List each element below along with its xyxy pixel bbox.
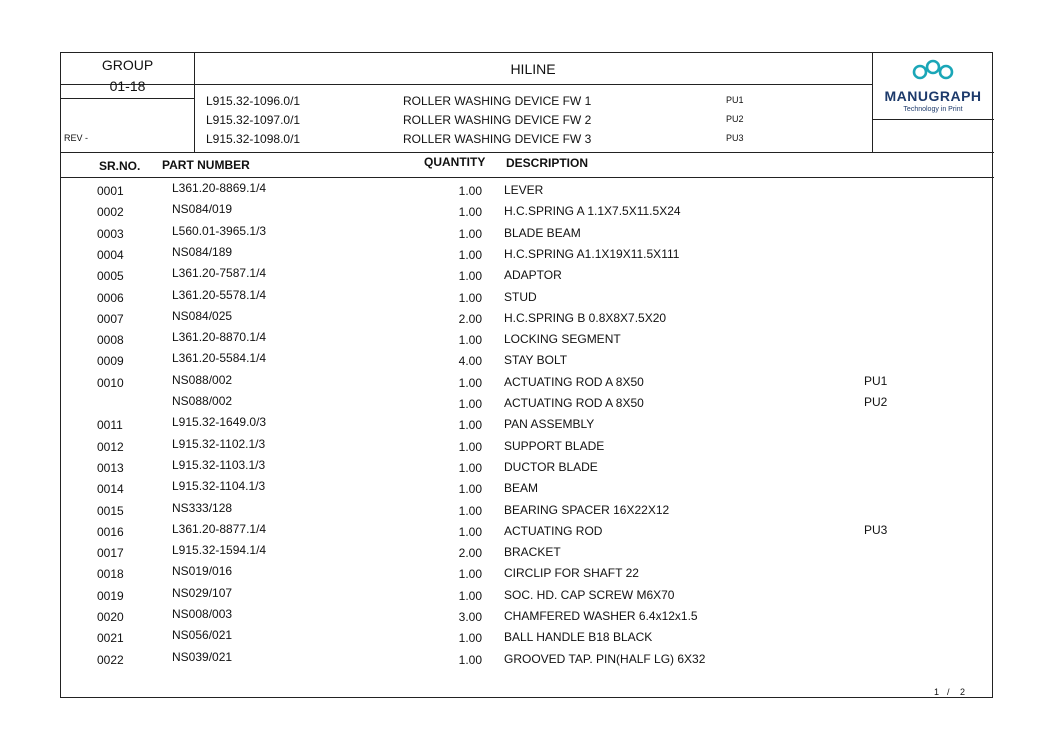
cell-part-number: NS084/189 — [172, 245, 233, 259]
cell-unit: PU3 — [864, 523, 888, 537]
table-row — [61, 607, 994, 627]
cell-description: GROOVED TAP. PIN(HALF LG) 6X32 — [504, 652, 706, 666]
cell-part-number: NS084/025 — [172, 309, 233, 323]
cell-quantity: 1.00 — [458, 248, 482, 262]
cell-quantity: 1.00 — [458, 653, 482, 667]
table-row — [61, 586, 994, 606]
cell-sr-no: 0007 — [97, 312, 124, 326]
cell-sr-no: 0020 — [97, 610, 124, 624]
cell-part-number: NS029/107 — [172, 586, 233, 600]
cell-sr-no: 0006 — [97, 291, 124, 305]
table-row — [61, 330, 994, 350]
cell-description: LOCKING SEGMENT — [504, 332, 621, 346]
cell-description: ACTUATING ROD A 8X50 — [504, 375, 644, 389]
cell-part-number: L361.20-8869.1/4 — [172, 181, 267, 195]
table-row — [61, 415, 994, 435]
cell-description: SUPPORT BLADE — [504, 439, 605, 453]
cell-description: BLADE BEAM — [504, 226, 581, 240]
table-row — [61, 373, 994, 393]
table-row — [61, 394, 994, 414]
col-header-part-number: PART NUMBER — [162, 158, 250, 172]
cell-part-number: NS019/016 — [172, 564, 233, 578]
cell-sr-no: 0008 — [97, 333, 124, 347]
cell-description: H.C.SPRING B 0.8X8X7.5X20 — [504, 311, 667, 325]
logo-tagline: Technology in Print — [903, 106, 963, 113]
table-row — [61, 479, 994, 499]
assembly-description: ROLLER WASHING DEVICE FW 3 — [403, 132, 592, 146]
table-row — [61, 628, 994, 648]
cell-quantity: 1.00 — [458, 291, 482, 305]
assembly-part-number: L915.32-1097.0/1 — [206, 113, 301, 127]
cell-description: BEAM — [504, 481, 539, 495]
cell-quantity: 1.00 — [458, 440, 482, 454]
table-row — [61, 351, 994, 371]
cell-part-number: NS084/019 — [172, 202, 233, 216]
cell-quantity: 4.00 — [458, 354, 482, 368]
cell-sr-no: 0014 — [97, 482, 124, 496]
manugraph-logo — [872, 55, 994, 119]
assembly-part-number: L915.32-1096.0/1 — [206, 94, 301, 108]
cell-quantity: 1.00 — [458, 525, 482, 539]
table-row — [61, 543, 994, 563]
cell-description: SOC. HD. CAP SCREW M6X70 — [504, 588, 675, 602]
cell-part-number: L915.32-1104.1/3 — [172, 479, 266, 493]
cell-quantity: 3.00 — [458, 610, 482, 624]
cell-part-number: L915.32-1102.1/3 — [172, 437, 266, 451]
cell-quantity: 2.00 — [458, 546, 482, 560]
table-row — [61, 245, 994, 265]
cell-description: BRACKET — [504, 545, 561, 559]
header-divider-title — [194, 84, 872, 85]
cell-sr-no: 0004 — [97, 248, 124, 262]
cell-part-number: NS039/021 — [172, 650, 233, 664]
assembly-unit: PU1 — [726, 95, 744, 105]
table-row — [61, 224, 994, 244]
cell-part-number: L560.01-3965.1/3 — [172, 224, 267, 238]
cell-description: BALL HANDLE B18 BLACK — [504, 630, 653, 644]
cell-sr-no: 0005 — [97, 269, 124, 283]
cell-sr-no: 0003 — [97, 227, 124, 241]
cell-description: ACTUATING ROD A 8X50 — [504, 396, 644, 410]
table-row — [61, 181, 994, 201]
group-label: GROUP — [101, 57, 154, 73]
page-number-current: 1 — [934, 687, 940, 697]
cell-sr-no: 0013 — [97, 461, 124, 475]
cell-sr-no: 0011 — [97, 418, 123, 432]
table-row — [61, 501, 994, 521]
cell-description: ACTUATING ROD — [504, 524, 603, 538]
table-row — [61, 202, 994, 222]
col-header-sr-no: SR.NO. — [99, 159, 141, 173]
cell-unit: PU1 — [864, 374, 888, 388]
cell-sr-no: 0015 — [97, 504, 124, 518]
cell-part-number: L361.20-5584.1/4 — [172, 351, 267, 365]
table-row — [61, 522, 994, 542]
table-row — [61, 650, 994, 670]
table-row — [61, 288, 994, 308]
cell-description: STUD — [504, 290, 537, 304]
assembly-part-number: L915.32-1098.0/1 — [206, 132, 301, 146]
cell-part-number: L915.32-1649.0/3 — [172, 415, 267, 429]
cell-part-number: L361.20-8870.1/4 — [172, 330, 267, 344]
cell-sr-no: 0001 — [97, 184, 124, 198]
table-row — [61, 458, 994, 478]
header-divider-logo — [872, 119, 994, 120]
cell-quantity: 1.00 — [458, 227, 482, 241]
page-number-total: 2 — [960, 687, 966, 697]
cell-sr-no: 0009 — [97, 354, 124, 368]
cell-part-number: NS008/003 — [172, 607, 233, 621]
cell-part-number: NS333/128 — [172, 501, 233, 515]
cell-quantity: 1.00 — [458, 269, 482, 283]
cell-description: PAN ASSEMBLY — [504, 417, 595, 431]
group-value: 01-18 — [109, 78, 146, 94]
cell-quantity: 1.00 — [458, 567, 482, 581]
cell-part-number: L361.20-8877.1/4 — [172, 522, 267, 536]
cell-sr-no: 0019 — [97, 589, 124, 603]
table-row — [61, 564, 994, 584]
cell-quantity: 1.00 — [458, 184, 482, 198]
col-header-quantity: QUANTITY — [424, 155, 486, 169]
cell-description: H.C.SPRING A1.1X19X11.5X111 — [504, 247, 680, 261]
assembly-description: ROLLER WASHING DEVICE FW 2 — [403, 113, 592, 127]
cell-quantity: 1.00 — [458, 461, 482, 475]
cell-part-number: L361.20-7587.1/4 — [172, 266, 267, 280]
cell-description: ADAPTOR — [504, 268, 562, 282]
logo-wordmark: MANUGRAPH — [884, 88, 982, 104]
cell-sr-no: 0017 — [97, 546, 124, 560]
cell-sr-no: 0022 — [97, 653, 124, 667]
cell-description: BEARING SPACER 16X22X12 — [504, 503, 670, 517]
cell-sr-no: 0012 — [97, 440, 124, 454]
cell-sr-no: 0016 — [97, 525, 124, 539]
revision-label: REV - — [64, 133, 89, 143]
cell-part-number: L361.20-5578.1/4 — [172, 288, 267, 302]
cell-part-number: L915.32-1103.1/3 — [172, 458, 266, 472]
cell-part-number: NS088/002 — [172, 373, 233, 387]
cell-quantity: 1.00 — [458, 418, 482, 432]
cell-part-number: L915.32-1594.1/4 — [172, 543, 267, 557]
cell-quantity: 1.00 — [458, 482, 482, 496]
cell-description: CHAMFERED WASHER 6.4x12x1.5 — [504, 609, 698, 623]
cell-quantity: 2.00 — [458, 312, 482, 326]
table-row — [61, 437, 994, 457]
assembly-description: ROLLER WASHING DEVICE FW 1 — [403, 94, 592, 108]
cell-quantity: 1.00 — [458, 589, 482, 603]
cell-quantity: 1.00 — [458, 504, 482, 518]
cell-sr-no: 0010 — [97, 376, 124, 390]
col-header-description: DESCRIPTION — [506, 156, 589, 170]
cell-quantity: 1.00 — [458, 205, 482, 219]
header-bottom-rule — [61, 152, 994, 153]
assembly-unit: PU3 — [726, 133, 744, 143]
cell-sr-no: 0018 — [97, 567, 124, 581]
cell-quantity: 1.00 — [458, 397, 482, 411]
cell-quantity: 1.00 — [458, 333, 482, 347]
assembly-title: HILINE — [510, 61, 556, 77]
cell-part-number: NS056/021 — [172, 628, 233, 642]
cell-quantity: 1.00 — [458, 631, 482, 645]
cell-description: H.C.SPRING A 1.1X7.5X11.5X24 — [504, 204, 681, 218]
cell-part-number: NS088/002 — [172, 394, 233, 408]
assembly-unit: PU2 — [726, 114, 744, 124]
cell-description: DUCTOR BLADE — [504, 460, 598, 474]
header-divider-rev — [61, 98, 194, 99]
parts-list-sheet — [60, 52, 993, 698]
cell-description: CIRCLIP FOR SHAFT 22 — [504, 566, 639, 580]
cell-description: LEVER — [504, 183, 544, 197]
cell-sr-no: 0002 — [97, 205, 124, 219]
cell-description: STAY BOLT — [504, 353, 568, 367]
column-header-rule — [61, 177, 994, 178]
table-row — [61, 309, 994, 329]
cell-unit: PU2 — [864, 395, 888, 409]
cell-sr-no: 0021 — [97, 631, 124, 645]
cell-quantity: 1.00 — [458, 376, 482, 390]
page-number-separator: / — [947, 687, 950, 697]
table-row — [61, 266, 994, 286]
